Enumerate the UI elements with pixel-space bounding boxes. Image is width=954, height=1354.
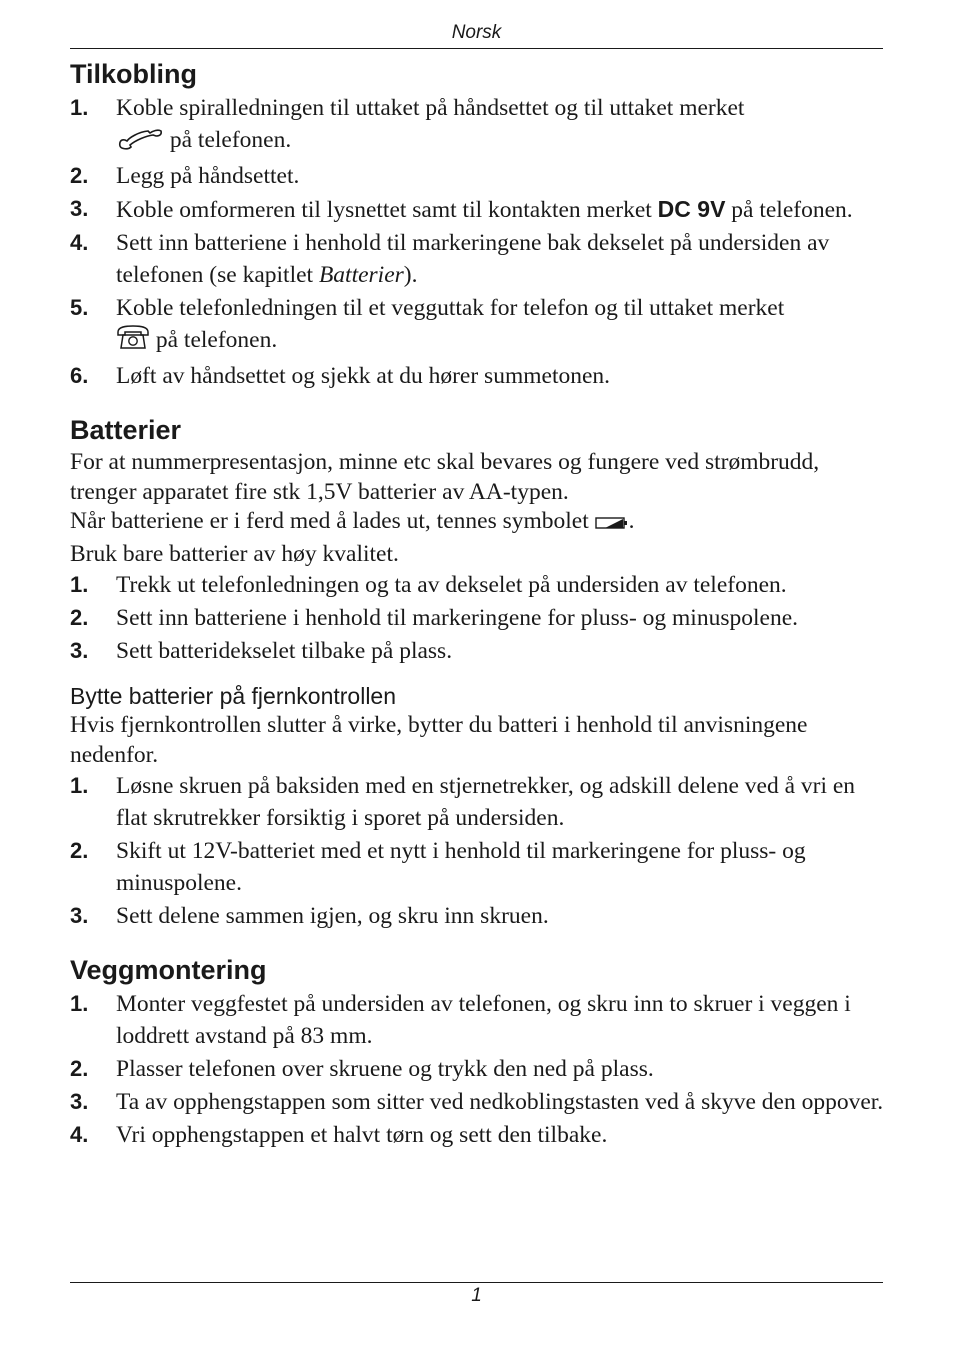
step-number: 3.: [70, 196, 89, 221]
step-number: 2.: [70, 163, 89, 188]
step-text: Plasser telefonen over skruene og trykk den ned på plass.: [116, 1056, 654, 1082]
fjernkontroll-intro: Hvis fjernkontrollen slutter å virke, bytter du batteri i henhold til anvisningene nedenfor.: [70, 712, 808, 768]
list-item: [70, 900, 886, 932]
chapter-reference: Batterier: [318, 262, 404, 288]
veggmontering-steps: [70, 988, 886, 1151]
list-item: [70, 360, 886, 392]
page-content: [70, 56, 886, 1152]
low-battery-icon: [595, 510, 629, 540]
list-item: [70, 292, 886, 359]
subsection-title-fjernkontroll: Bytte batterier på fjernkontrollen: [70, 683, 397, 709]
step-number: 1.: [70, 95, 89, 120]
step-text: Sett batteridekselet tilbake på plass.: [116, 638, 453, 664]
step-text: Trekk ut telefonledningen og ta av dekselet på undersiden av telefonen.: [116, 572, 787, 598]
step-text: Vri opphengstappen et halvt tørn og sett den tilbake.: [116, 1122, 608, 1148]
dc-9v-label: DC 9V: [657, 196, 726, 222]
step-text: Monter veggfestet på undersiden av telefonen, og skru inn to skruer i veggen i loddrett avstand på 83 mm.: [116, 991, 851, 1049]
step-number: 1.: [70, 773, 89, 798]
tilkobling-steps: [70, 92, 886, 392]
section-title-batterier: Batterier: [70, 415, 182, 445]
step-number: 1.: [70, 991, 89, 1016]
step-number: 2.: [70, 1056, 89, 1081]
batterier-symbol-note: [70, 507, 886, 540]
step-text: på telefonen.: [169, 127, 292, 153]
step-number: 3.: [70, 1089, 89, 1114]
step-number: 2.: [70, 838, 89, 863]
step-text: Løft av håndsettet og sjekk at du hører summetonen.: [116, 363, 611, 389]
list-item: [70, 1086, 886, 1118]
list-item: [70, 635, 886, 667]
list-item: [70, 160, 886, 192]
step-number: 2.: [70, 605, 89, 630]
step-text: Koble telefonledningen til et vegguttak for telefon og til uttaket merket: [116, 295, 785, 321]
step-text: Legg på håndsettet.: [116, 163, 300, 189]
step-text: på telefonen.: [731, 197, 853, 223]
list-item: [70, 835, 886, 899]
step-text: ).: [403, 262, 418, 288]
list-item: [70, 1053, 886, 1085]
step-text: Ta av opphengstappen som sitter ved nedkoblingstasten ved å skyve den oppover.: [116, 1089, 884, 1115]
step-number: 3.: [70, 638, 89, 663]
list-item: [70, 193, 886, 226]
list-item: [70, 602, 886, 634]
step-text: på telefonen.: [155, 327, 278, 353]
step-number: 5.: [70, 295, 89, 320]
list-item: [70, 92, 886, 159]
step-number: 4.: [70, 1122, 89, 1147]
list-item: [70, 770, 886, 834]
step-text: Sett delene sammen igjen, og skru inn skruen.: [116, 903, 549, 929]
step-text: Sett inn batteriene i henhold til markeringene for pluss- og minuspolene.: [116, 605, 798, 631]
page-header-language: Norsk: [451, 22, 502, 43]
fjernkontroll-steps: [70, 770, 886, 932]
list-item: [70, 227, 886, 291]
list-item: [70, 1119, 886, 1151]
section-title-veggmontering: Veggmontering: [70, 955, 267, 985]
step-text: Skift ut 12V-batteriet med et nytt i henhold til markeringene for pluss- og minuspolene.: [116, 838, 806, 896]
header-divider: [70, 48, 883, 49]
handset-icon: [116, 126, 164, 159]
list-item: [70, 569, 886, 601]
step-text: Sett inn batteriene i henhold til markeringene bak dekselet på undersiden av telefonen (se kapitlet: [116, 230, 830, 288]
step-number: 1.: [70, 572, 89, 597]
batterier-steps: [70, 569, 886, 667]
list-item: [70, 988, 886, 1052]
batterier-intro: For at nummerpresentasjon, minne etc skal bevares og fungere ved strømbrudd, trenger apparatet fire stk 1,5V batterier av AA-typen.: [70, 449, 820, 505]
paragraph-text: .: [628, 508, 635, 534]
batterier-quality-note: Bruk bare batterier av høy kvalitet.: [70, 540, 399, 567]
page-number: 1: [471, 1285, 482, 1306]
paragraph-text: Når batteriene er i ferd med å lades ut, tennes symbolet: [70, 508, 589, 534]
step-number: 4.: [70, 230, 89, 255]
footer-divider: [70, 1282, 883, 1283]
step-number: 6.: [70, 363, 89, 388]
step-text: Løsne skruen på baksiden med en stjernetrekker, og adskill delene ved å vri en flat skrutrekker forsiktig i sporet på undersiden.: [116, 773, 856, 831]
step-number: 3.: [70, 903, 89, 928]
telephone-icon: [116, 324, 150, 359]
step-text: Koble spiralledningen til uttaket på håndsettet og til uttaket merket: [116, 95, 745, 121]
step-text: Koble omformeren til lysnettet samt til kontakten merket: [116, 197, 652, 223]
section-title-tilkobling: Tilkobling: [70, 59, 197, 89]
